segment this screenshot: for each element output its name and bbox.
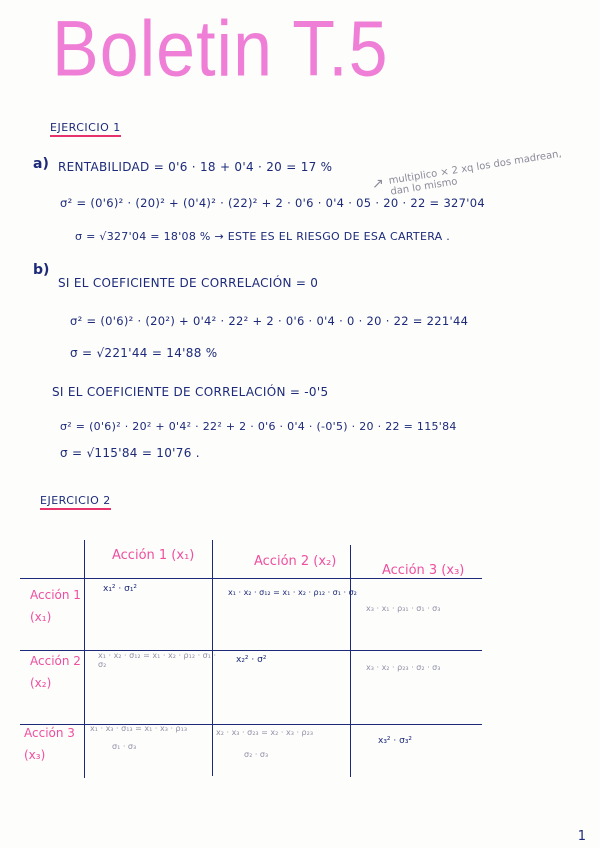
cell-r3c1-line1: x₁ · x₃ · σ₁₃ = x₁ · x₃ · ρ₁₃: [90, 724, 188, 733]
stddev-line-a: σ = √327'04 = 18'08 % → ESTE ES EL RIESGO DE ESA CARTERA .: [75, 230, 451, 243]
cell-r1c3: x₃ · x₁ · ρ₃₁ · σ₁ · σ₃: [366, 604, 441, 613]
grid-line-row1: [20, 578, 482, 579]
cell-r3c1-line2: σ₁ · σ₃: [112, 742, 137, 751]
case-2-condition: SI EL COEFICIENTE DE CORRELACIÓN = -0'5: [52, 385, 329, 399]
stddev-line-b1: σ = √221'44 = 14'88 %: [70, 346, 218, 360]
row-header-3: Acción 3 (x₃): [24, 726, 75, 762]
cell-r2c1: x₁ · x₂ · σ₁₂ = x₁ · x₂ · ρ₁₂ · σ₁ · σ₂: [98, 651, 217, 669]
col-header-1: Acción 1 (x₁): [112, 548, 195, 563]
col-header-2: Acción 2 (x₂): [254, 554, 337, 569]
grid-line-col3: [350, 545, 351, 777]
grid-line-col1: [84, 540, 85, 778]
exercise-1-heading: EJERCICIO 1: [50, 121, 121, 137]
cell-r2c2: x₂² · σ²: [236, 655, 267, 665]
case-1-condition: SI EL COEFICIENTE DE CORRELACIÓN = 0: [58, 276, 319, 290]
row-header-1: Acción 1 (x₁): [30, 588, 81, 624]
rentabilidad-line: RENTABILIDAD = 0'6 · 18 + 0'4 · 20 = 17 %: [58, 160, 333, 174]
row-header-2: Acción 2 (x₂): [30, 654, 81, 690]
cell-r3c2-line2: σ₂ · σ₃: [244, 750, 269, 759]
note-annotation: multiplico × 2 xq los dos madrean, dan lo mismo: [388, 148, 563, 198]
cell-r2c3: x₃ · x₂ · ρ₂₃ · σ₂ · σ₃: [366, 663, 441, 672]
cell-r1c1: x₁² · σ₁²: [103, 584, 138, 594]
grid-line-row2: [20, 650, 482, 651]
page-number: 1: [577, 829, 586, 844]
part-b-label: b): [33, 262, 50, 278]
stddev-line-b2: σ = √115'84 = 10'76 .: [60, 446, 200, 460]
variance-line-a: σ² = (0'6)² · (20)² + (0'4)² · (22)² + 2 · 0'6 · 0'4 · 05 · 20 · 22 = 327'04: [60, 196, 485, 210]
col-header-3: Acción 3 (x₃): [382, 563, 465, 578]
cell-r1c2: x₁ · x₂ · σ₁₂ = x₁ · x₂ · ρ₁₂ · σ₁ · σ₂: [228, 588, 357, 597]
variance-line-b2: σ² = (0'6)² · 20² + 0'4² · 22² + 2 · 0'6 · 0'4 · (-0'5) · 20 · 22 = 115'84: [60, 420, 457, 433]
cell-r3c3: x₃² · σ₃²: [378, 736, 413, 746]
variance-line-b1: σ² = (0'6)² · (20²) + 0'4² · 22² + 2 · 0'6 · 0'4 · 0 · 20 · 22 = 221'44: [70, 314, 469, 328]
note-arrow-icon: ↗: [372, 176, 384, 192]
part-a-label: a): [33, 156, 49, 172]
page-title: Boletin T.5: [52, 5, 389, 93]
cell-r3c2-line1: x₂ · x₃ · σ₂₃ = x₂ · x₃ · ρ₂₃: [216, 728, 314, 737]
exercise-2-heading: EJERCICIO 2: [40, 494, 111, 510]
